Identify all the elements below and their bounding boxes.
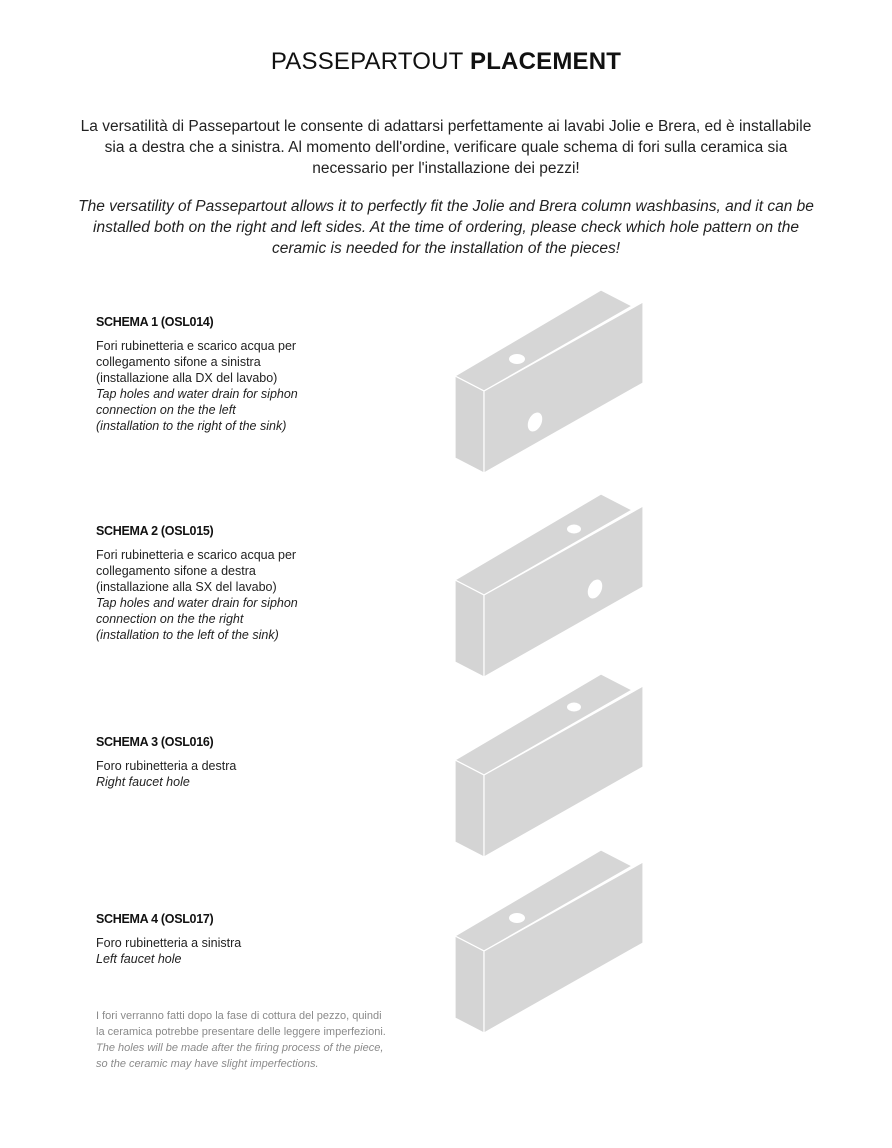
- title-light: PASSEPARTOUT: [270, 48, 464, 75]
- schema-2-en-line: Tap holes and water drain for siphon: [96, 596, 298, 610]
- schema-3-en-line: Right faucet hole: [96, 775, 190, 789]
- schema-2-it-line: Fori rubinetteria e scarico acqua per: [96, 548, 297, 562]
- intro-english: The versatility of Passepartout allows it to perfectly fit the Jolie and Brera column washbasins, and it can be installed both on the right and left sides. At the time of ordering, please check which hole pattern on the ceramic is needed for the installation of the pieces!: [78, 198, 814, 257]
- schema-3-it-line: Foro rubinetteria a destra: [96, 759, 237, 773]
- schema-3-illustration: [455, 674, 643, 857]
- top-hole-icon: [567, 703, 581, 712]
- note-english: The holes will be made after the firing process of the piece, so the ceramic may have slight imperfections.: [96, 1042, 384, 1070]
- schema-1-it-line: (installazione alla DX del lavabo): [96, 371, 278, 385]
- top-hole-icon: [509, 354, 525, 364]
- top-hole-icon: [509, 913, 525, 923]
- intro-italian: La versatilità di Passepartout le consente di adattarsi perfettamente ai lavabi Jolie e Brera, ed è installabile sia a destra che a sinistra. Al momento dell'ordine, verificare quale schema di fori sulla ceramica sia necessario per l'installazione dei pezzi!: [80, 118, 812, 177]
- schema-1-title: SCHEMA 1 (OSL014): [96, 315, 214, 329]
- title-bold: PLACEMENT: [469, 48, 622, 75]
- schema-1-en-line: Tap holes and water drain for siphon: [96, 387, 298, 401]
- schema-1-illustration: [455, 290, 643, 473]
- schema-2-title: SCHEMA 2 (OSL015): [96, 524, 214, 538]
- schema-4-title: SCHEMA 4 (OSL017): [96, 912, 214, 926]
- schema-2-en-line: connection on the the right: [96, 612, 244, 626]
- schema-2-illustration: [455, 494, 643, 677]
- schema-1-en-line: connection on the the left: [96, 403, 236, 417]
- schema-2-it-line: collegamento sifone a destra: [96, 564, 256, 578]
- schema-4-it-line: Foro rubinetteria a sinistra: [96, 936, 242, 950]
- schema-1-it-line: collegamento sifone a sinistra: [96, 355, 261, 369]
- schema-4-illustration: [455, 850, 643, 1033]
- schema-2-it-line: (installazione alla SX del lavabo): [96, 580, 277, 594]
- schema-2-en-line: (installation to the left of the sink): [96, 628, 279, 642]
- schema-4-en-line: Left faucet hole: [96, 952, 182, 966]
- note-italian: I fori verranno fatti dopo la fase di cottura del pezzo, quindi la ceramica potrebbe presentare delle leggere imperfezioni.: [96, 1010, 386, 1038]
- top-hole-icon: [567, 525, 581, 534]
- schema-3-title: SCHEMA 3 (OSL016): [96, 735, 214, 749]
- schema-1-en-line: (installation to the right of the sink): [96, 419, 287, 433]
- schema-1-it-line: Fori rubinetteria e scarico acqua per: [96, 339, 297, 353]
